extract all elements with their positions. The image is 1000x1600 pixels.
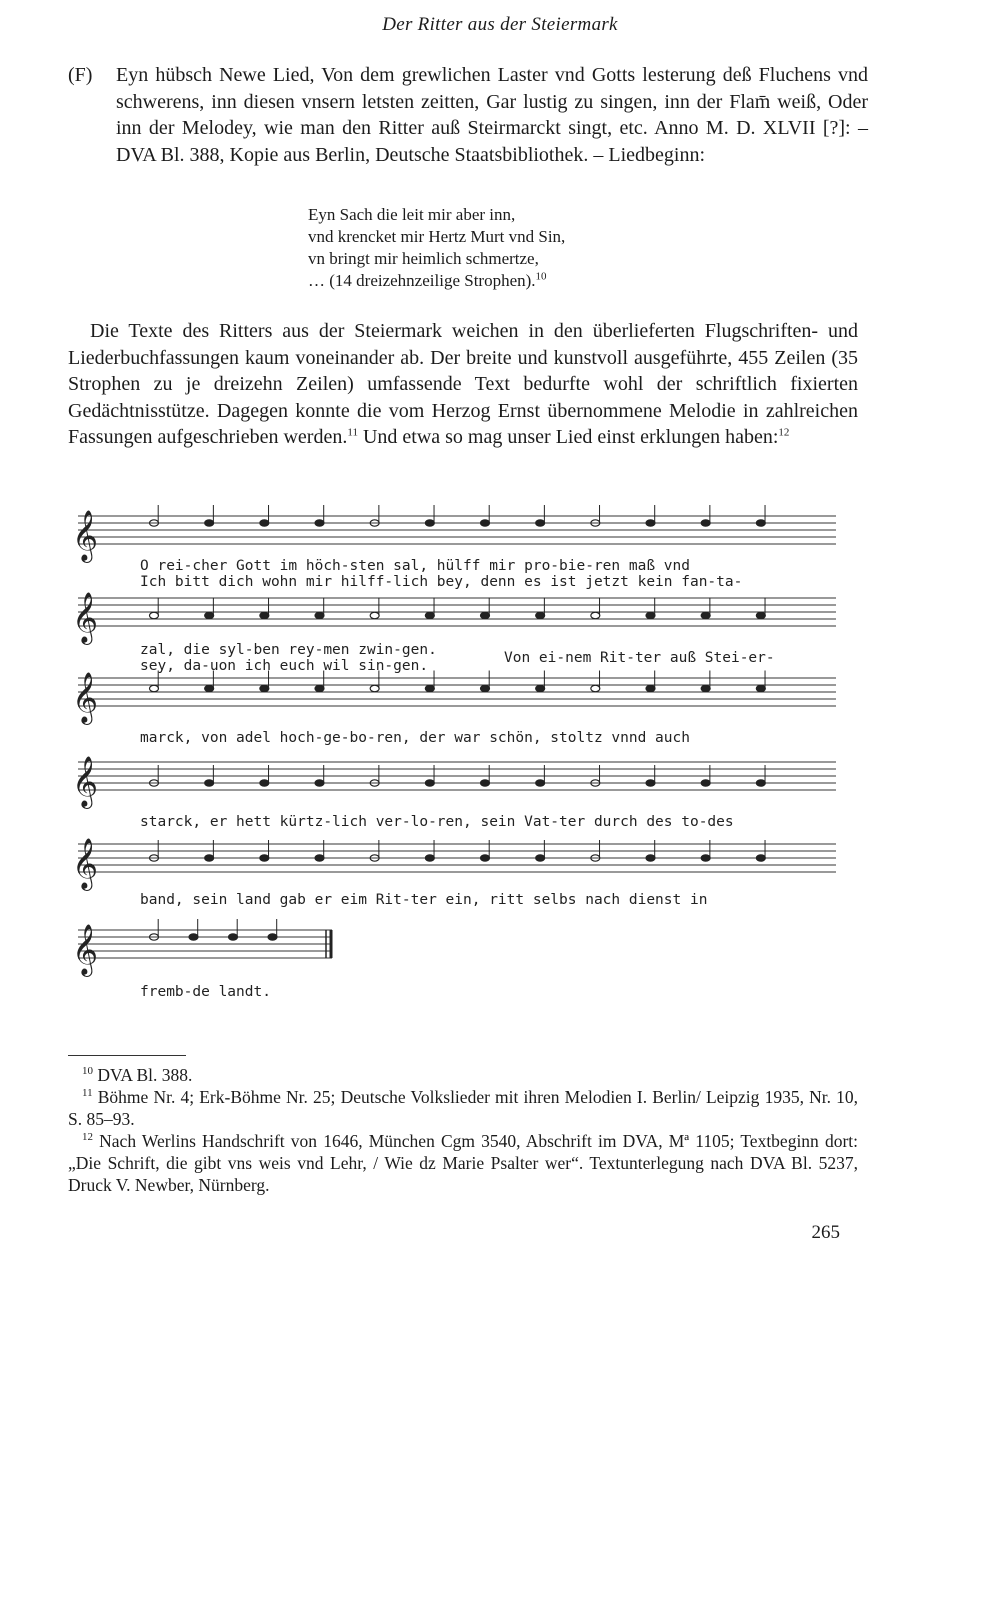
lyric-line: zal, die syl-ben rey-men zwin-gen. (140, 642, 437, 658)
treble-clef-icon: 𝄞 (72, 838, 99, 889)
note-head (591, 685, 600, 691)
note-head (315, 855, 324, 861)
note-head (756, 520, 765, 526)
footnote: $^{12}$ Nach Werlins Handschrift von 1646, München Cgm 3540, Abschrift im DVA, Mª 1105; Textbeginn dort: „Die Schrift, die gibt vns weis vnd Lehr, / Wie dz Marie Psalter wer“. Textunterlegung nach DVA Bl. 5237, Druck V. Newber, Nürnberg. (68, 1131, 859, 1195)
lyric-line: marck, von adel hoch-ge-bo-ren, der war schön, stoltz vnnd auch (140, 730, 690, 746)
note-head (536, 685, 545, 691)
body-paragraph: Die Texte des Ritters aus der Steiermark weichen in den überlieferten Flugschriften- und Liederbuchfassungen kaum voneinander ab. Der breite und kunstvoll ausgeführte, 455 Zeilen (35 Strophen zu je dreizehn Zeilen) umfassende Text bedurfte wohl der schriftlich fixierten Gedächtnisstütze. Dagegen konnte die vom Herzog Ernst übernommene Melodie in zahlreichen Fassungen aufgeschrieben werden.$^{11}$ Und etwa so mag unser Lied einst erklungen haben:$^{12}$ (68, 320, 858, 448)
note-head (260, 780, 269, 786)
note-head (646, 520, 655, 526)
note-head (646, 780, 655, 786)
note-head (205, 520, 214, 526)
note-head (756, 780, 765, 786)
entry-tag: (F) (68, 64, 93, 86)
note-head (205, 855, 214, 861)
note-head (701, 855, 710, 861)
treble-clef-icon: 𝄞 (72, 756, 99, 807)
note-head (756, 855, 765, 861)
note-head (425, 855, 434, 861)
note-head (701, 612, 710, 618)
note-head (536, 520, 545, 526)
footnote-ref: 10 (535, 270, 547, 283)
note-head (481, 855, 490, 861)
entry-text: Eyn hübsch Newe Lied, Von dem grewlichen Laster vnd Gotts lesterung deß Fluchens vnd schwerens, inn diesen vnsern letsten zeitten, Gar lustig zu singen, inn der Flam̄ weiß, Oder inn der Melodey, wie man den Ritter auß Steirmarckt singt, etc. Anno M. D. XLVII [?]: – DVA Bl. 388, Kopie aus Berlin, Deutsche Staatsbibliothek. – Liedbeginn: (116, 64, 868, 166)
note-head (701, 520, 710, 526)
incipit-line: vn bringt mir heimlich schmertze, (308, 249, 539, 268)
treble-clef-icon: 𝄞 (72, 672, 99, 723)
footnote-ref: 12 (778, 426, 790, 439)
note-head (315, 520, 324, 526)
note-head (425, 612, 434, 618)
note-head (481, 520, 490, 526)
note-head (229, 934, 238, 940)
song-incipit (308, 204, 565, 292)
note-head (370, 685, 379, 691)
footnote: $^{10}$ DVA Bl. 388. (82, 1065, 193, 1085)
note-head (260, 612, 269, 618)
note-head (205, 685, 214, 691)
incipit-line: Eyn Sach die leit mir aber inn, (308, 205, 516, 224)
incipit-line: vnd krencket mir Hertz Murt vnd Sin, (308, 227, 566, 246)
lyric-line: starck, er hett kürtz-lich ver-lo-ren, sein Vat-ter durch des to-des (140, 814, 734, 830)
lyric-line: sey, da-uon ich euch wil sin-gen. (140, 658, 429, 674)
note-head (370, 612, 379, 618)
page-number: 265 (811, 1222, 840, 1243)
footnotes (68, 1064, 858, 1196)
note-head (646, 855, 655, 861)
note-head (268, 934, 277, 940)
note-head (481, 780, 490, 786)
music-score (64, 500, 844, 1025)
note-head (260, 520, 269, 526)
note-head (315, 780, 324, 786)
note-head (260, 685, 269, 691)
note-head (315, 685, 324, 691)
bibliographic-entry (68, 62, 868, 168)
note-head (260, 855, 269, 861)
note-head (701, 780, 710, 786)
note-head (591, 612, 600, 618)
note-head (205, 612, 214, 618)
note-head (536, 780, 545, 786)
lyric-line: O rei-cher Gott im höch-sten sal, hülff mir pro-bie-ren maß vnd (140, 558, 690, 574)
note-head (205, 780, 214, 786)
note-head (481, 612, 490, 618)
note-head (315, 612, 324, 618)
footnote: $^{11}$ Böhme Nr. 4; Erk-Böhme Nr. 25; Deutsche Volkslieder mit ihren Melodien I. Berlin/ Leipzig 1935, Nr. 10, S. 85–93. (68, 1087, 858, 1129)
note-head (646, 685, 655, 691)
footnote-rule (68, 1055, 186, 1056)
note-head (756, 612, 765, 618)
lyric-line: band, sein land gab er eim Rit-ter ein, ritt selbs nach dienst in (140, 892, 708, 908)
note-head (536, 855, 545, 861)
note-head (425, 520, 434, 526)
note-head (150, 685, 159, 691)
running-head: Der Ritter aus der Steiermark (382, 14, 618, 35)
note-head (425, 780, 434, 786)
note-head (425, 685, 434, 691)
lyric-line: Von ei-nem Rit-ter auß Stei-er- (504, 650, 775, 666)
treble-clef-icon: 𝄞 (72, 510, 99, 561)
lyric-line: Ich bitt dich wohn mir hilff-lich bey, denn es ist jetzt kein fan-ta- (140, 574, 743, 590)
note-head (150, 612, 159, 618)
note-head (701, 685, 710, 691)
note-head (756, 685, 765, 691)
footnote-ref: 11 (347, 426, 358, 439)
note-head (646, 612, 655, 618)
treble-clef-icon: 𝄞 (72, 924, 99, 975)
lyric-line: fremb-de landt. (140, 984, 271, 1000)
note-head (536, 612, 545, 618)
note-head (481, 685, 490, 691)
treble-clef-icon: 𝄞 (72, 592, 99, 643)
note-head (189, 934, 198, 940)
incipit-line: … (14 dreizehnzeilige Strophen).$^{10}$ (308, 270, 547, 290)
